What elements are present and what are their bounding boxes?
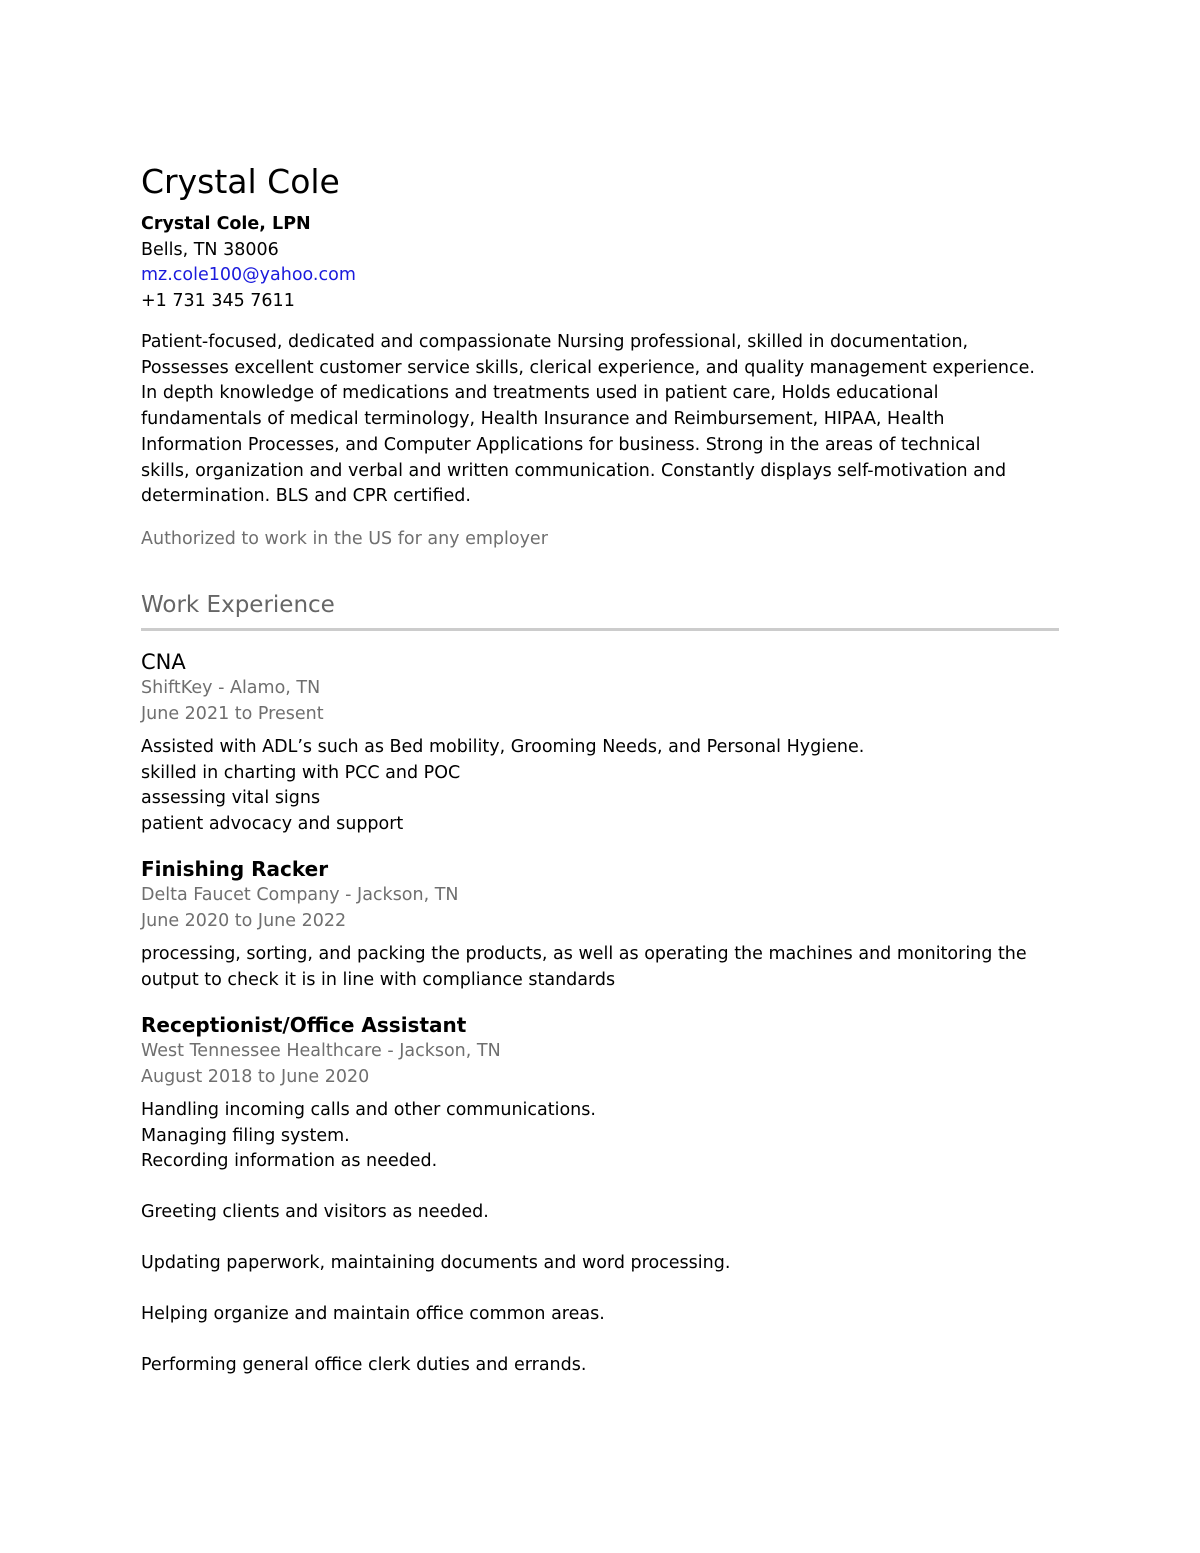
job-separator: - [212,678,230,699]
job-dates: June 2020 to June 2022 [141,910,347,931]
job-entry [141,1011,1061,1379]
job-description: Assisted with ADL’s such as Bed mobility, Grooming Needs, and Personal Hygiene. skilled in charting with PCC and POC assessing vital signs patient advocacy and support [141,737,865,834]
phone-line: +1 731 345 7611 [141,290,295,311]
job-location: Jackson, TN [357,885,459,906]
job-dates: June 2021 to Present [141,703,324,724]
job-dates: August 2018 to June 2020 [141,1066,370,1087]
job-location: Jackson, TN [399,1041,501,1062]
email-link[interactable]: mz.cole100@yahoo.com [141,265,356,285]
job-company: West Tennessee Healthcare [141,1041,382,1062]
job-title: Finishing Racker [141,857,329,882]
credential-line: Crystal Cole, LPN [141,214,311,234]
job-company-line [141,1039,1061,1065]
job-company-line [141,883,1061,909]
resume-page [141,158,1061,1379]
section-divider [141,628,1059,631]
job-company-line [141,676,1061,702]
job-description: processing, sorting, and packing the products, as well as operating the machines and monitoring the output to check it is in line with compliance standards [141,944,1027,990]
job-company: ShiftKey [141,678,213,699]
job-title: CNA [141,650,186,675]
job-title: Receptionist/Office Assistant [141,1013,467,1038]
work-authorization: Authorized to work in the US for any employer [141,528,548,549]
resume-name: Crystal Cole [141,162,340,201]
job-entry [141,855,1061,993]
professional-summary: Patient-focused, dedicated and compassionate Nursing professional, skilled in documentation, Possesses excellent customer service skills, clerical experience, and quality management experience. In depth knowledge of medications and treatments used in patient care, Holds educational fundamentals of medical terminology, Health Insurance and Reimbursement, HIPAA, Health Information Processes, and Computer Applications for business. Strong in the areas of technical skills, organization and verbal and written communication. Constantly displays self-motivation and determination. BLS and CPR certified. [141,332,1035,507]
section-title-work-experience: Work Experience [141,592,335,619]
job-location: Alamo, TN [229,678,321,699]
job-company: Delta Faucet Company [141,885,340,906]
job-entry [141,648,1061,837]
contact-block [141,212,1061,314]
location-line: Bells, TN 38006 [141,239,279,260]
job-separator: - [381,1041,400,1062]
job-description: Handling incoming calls and other communications. Managing filing system. Recording information as needed. Greeting clients and visitors as needed. Updating paperwork, maintaining documents and word processing. Helping organize and maintain office common areas. Performing general office clerk duties and errands. [141,1100,731,1376]
job-separator: - [339,885,358,906]
